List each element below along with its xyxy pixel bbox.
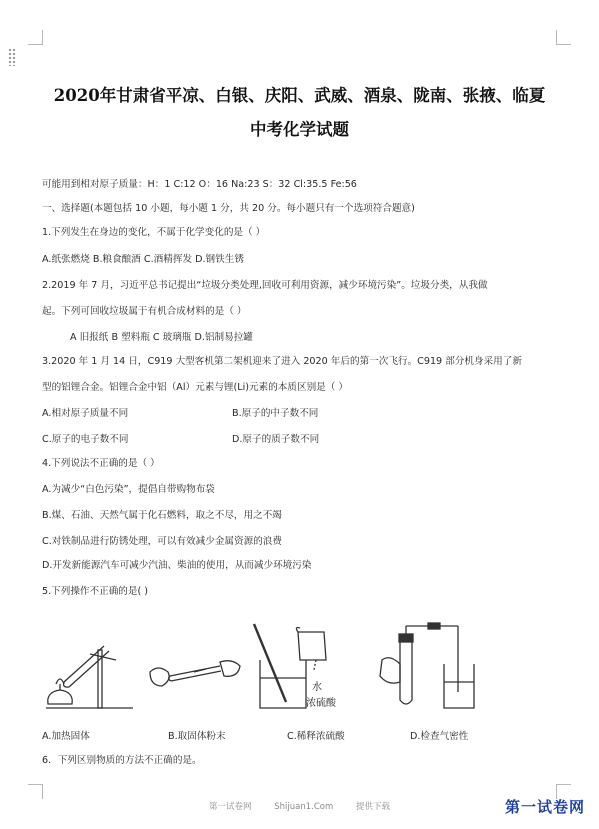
question-3-stem-line-2: 型的铝锂合金。铝锂合金中铝（Al）元素与锂(Li)元素的本质区别是（ ） [42, 382, 348, 393]
question-2-options: A 旧报纸 B 塑料瓶 C 玻璃瓶 D.铝制易拉罐 [70, 332, 253, 343]
question-4-stem: 4.下列说法不正确的是（ ） [42, 458, 160, 469]
question-4-option-a: A.为减少“白色污染”，提倡自带购物布袋 [42, 484, 215, 495]
heating-solid-figure [38, 620, 148, 712]
dilute-acid-figure [246, 620, 356, 712]
water-label: 水 [312, 682, 322, 693]
question-4-option-d: D.开发新能源汽车可减少汽油、柴油的使用，从而减少环境污染 [42, 560, 312, 571]
footer-provider-text: 提供下载 [355, 802, 390, 812]
question-2-stem-line-1: 2.2019 年 7 月，习近平总书记提出“垃圾分类处理,回收可利用资源，减少环境污染”。垃圾分类，从我做 [42, 280, 488, 291]
question-3-option-b: B.原子的中子数不同 [232, 408, 319, 419]
site-watermark-logo: 第一试卷网 [504, 798, 585, 816]
document-title-line-1: 2020年甘肃省平凉、白银、庆阳、武威、酒泉、陇南、张掖、临夏 [53, 86, 546, 105]
question-5-stem: 5.下列操作不正确的是( ) [42, 586, 149, 597]
acid-label: 浓硫酸 [306, 698, 336, 709]
take-powder-figure [140, 620, 250, 712]
question-5-option-d: D.检查气密性 [410, 731, 469, 742]
question-1-options: A.纸张燃烧 B.粮食酿酒 C.酒精挥发 D.钢铁生锈 [42, 254, 244, 265]
footer-site-name: 第一试卷网 [209, 802, 252, 812]
question-1-stem: 1.下列发生在身边的变化，不属于化学变化的是（ ） [42, 227, 266, 238]
atomic-masses-note: 可能用到相对原子质量：H：1 C:12 O：16 Na:23 S：32 Cl:35.5 Fe:56 [42, 179, 357, 190]
document-title-line-2: 中考化学试题 [250, 120, 349, 139]
question-3-option-d: D.原子的质子数不同 [232, 434, 320, 445]
airtightness-figure [372, 620, 482, 712]
section-header: 一、选择题(本题包括 10 小题，每小题 1 分，共 20 分。每小题只有一个选项符合题意) [42, 203, 415, 214]
question-3-stem-line-1: 3.2020 年 1 月 14 日，C919 大型客机第二架机迎来了进入 2020 年后的第一次飞行。C919 部分机身采用了新 [42, 356, 522, 367]
question-3-option-a: A.相对原子质量不同 [42, 408, 129, 419]
drag-handle-icon[interactable] [8, 48, 16, 66]
question-5-option-c: C.稀释浓硫酸 [287, 731, 345, 742]
page-corner-mark-top-left [28, 30, 43, 45]
page-corner-mark-bottom-left [28, 784, 43, 799]
question-3-option-c: C.原子的电子数不同 [42, 434, 129, 445]
page-corner-mark-top-right [556, 30, 571, 45]
question-5-option-a: A.加热固体 [42, 731, 90, 742]
question-6-stem: 6．下列区别物质的方法不正确的是。 [42, 755, 202, 766]
footer-url-link[interactable]: Shijuan1.Com [274, 802, 334, 812]
question-5-option-b: B.取固体粉末 [168, 731, 226, 742]
question-4-option-c: C.对铁制品进行防锈处理，可以有效减少金属资源的浪费 [42, 536, 282, 547]
question-2-stem-line-2: 起。下列可回收垃圾属于有机合成材料的是（ ） [42, 306, 247, 317]
question-4-option-b: B.煤、石油、天然气属于化石燃料，取之不尽，用之不竭 [42, 510, 282, 521]
